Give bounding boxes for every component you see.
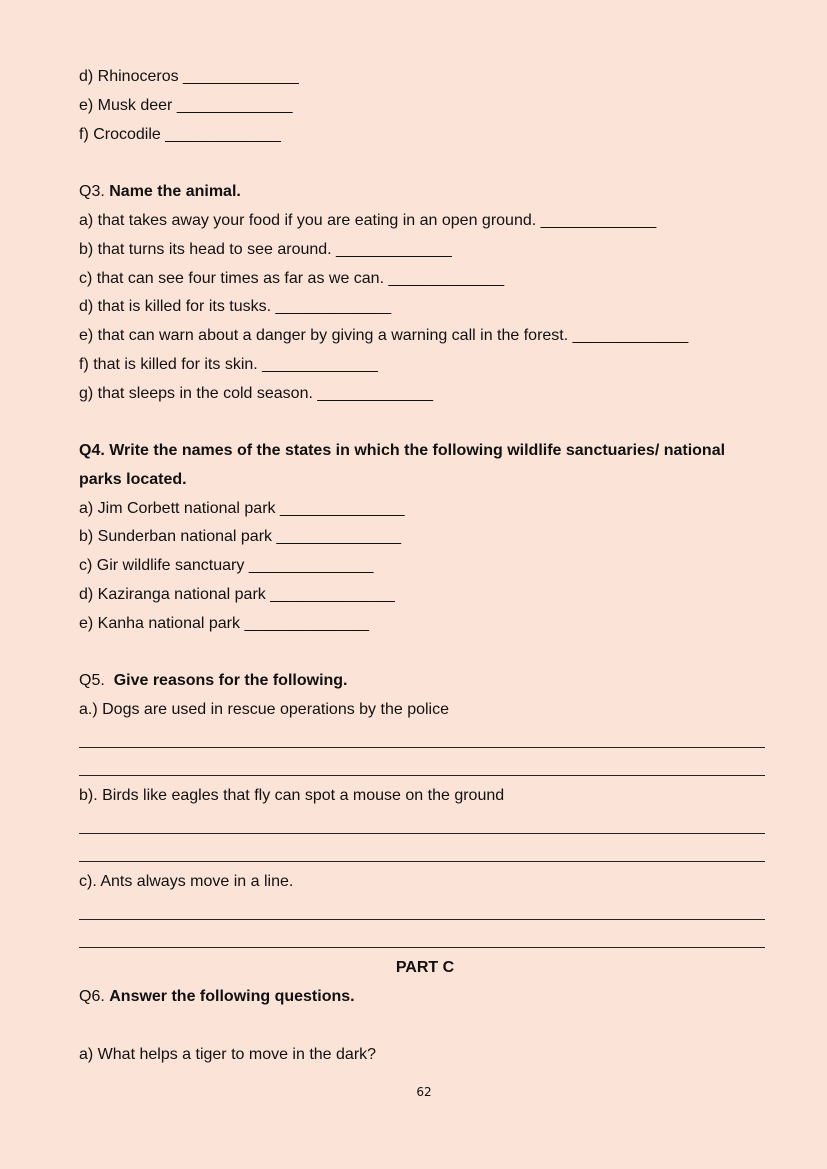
q4-item: b) Sunderban national park ______________	[79, 528, 402, 545]
q3-item: b) that turns its head to see around. _____________	[79, 241, 452, 258]
q4-item: d) Kaziranga national park ______________	[79, 586, 395, 603]
q5-item: b). Birds like eagles that fly can spot a mouse on the ground	[79, 787, 505, 804]
q3-item: f) that is killed for its skin. _____________	[79, 356, 378, 373]
q4-item: e) Kanha national park ______________	[79, 615, 370, 632]
q6-title: Answer the following questions.	[109, 988, 355, 1005]
q3-item: c) that can see four times as far as we can. _____________	[79, 270, 505, 287]
q2-item-e: e) Musk deer _____________	[79, 97, 293, 114]
q4-title-line1: Q4. Write the names of the states in which the following wildlife sanctuaries/ national	[79, 442, 726, 459]
q6-item: a) What helps a tiger to move in the dark?	[79, 1046, 377, 1063]
q4-item: a) Jim Corbett national park ______________	[79, 500, 405, 517]
q5-number: Q5.	[79, 672, 114, 689]
q5-item: c). Ants always move in a line.	[79, 873, 294, 890]
answer-line[interactable]	[79, 833, 765, 834]
q3-number: Q3.	[79, 183, 110, 200]
q3-item: a) that takes away your food if you are eating in an open ground. _____________	[79, 212, 657, 229]
q2-item-f: f) Crocodile _____________	[79, 126, 281, 143]
answer-line[interactable]	[79, 919, 765, 920]
answer-line[interactable]	[79, 947, 765, 948]
part-heading: PART C	[395, 959, 455, 976]
answer-line[interactable]	[79, 861, 765, 862]
q4-title-line2: parks located.	[79, 471, 187, 488]
q4-item: c) Gir wildlife sanctuary ______________	[79, 557, 374, 574]
page-number: 62	[416, 1085, 432, 1099]
q3-item: e) that can warn about a danger by giving a warning call in the forest. _____________	[79, 327, 689, 344]
q3-title: Name the animal.	[109, 183, 241, 200]
q3-heading	[79, 182, 241, 202]
q5-item: a.) Dogs are used in rescue operations by the police	[79, 701, 449, 718]
q2-item-d: d) Rhinoceros _____________	[79, 68, 299, 85]
q5-heading	[79, 671, 348, 691]
q6-heading	[79, 987, 355, 1007]
answer-line[interactable]	[79, 747, 765, 748]
q3-item: d) that is killed for its tusks. _____________	[79, 298, 392, 315]
q3-item: g) that sleeps in the cold season. _____________	[79, 385, 434, 402]
answer-line[interactable]	[79, 775, 765, 776]
q5-title: Give reasons for the following.	[113, 672, 348, 689]
q6-number: Q6.	[79, 988, 110, 1005]
